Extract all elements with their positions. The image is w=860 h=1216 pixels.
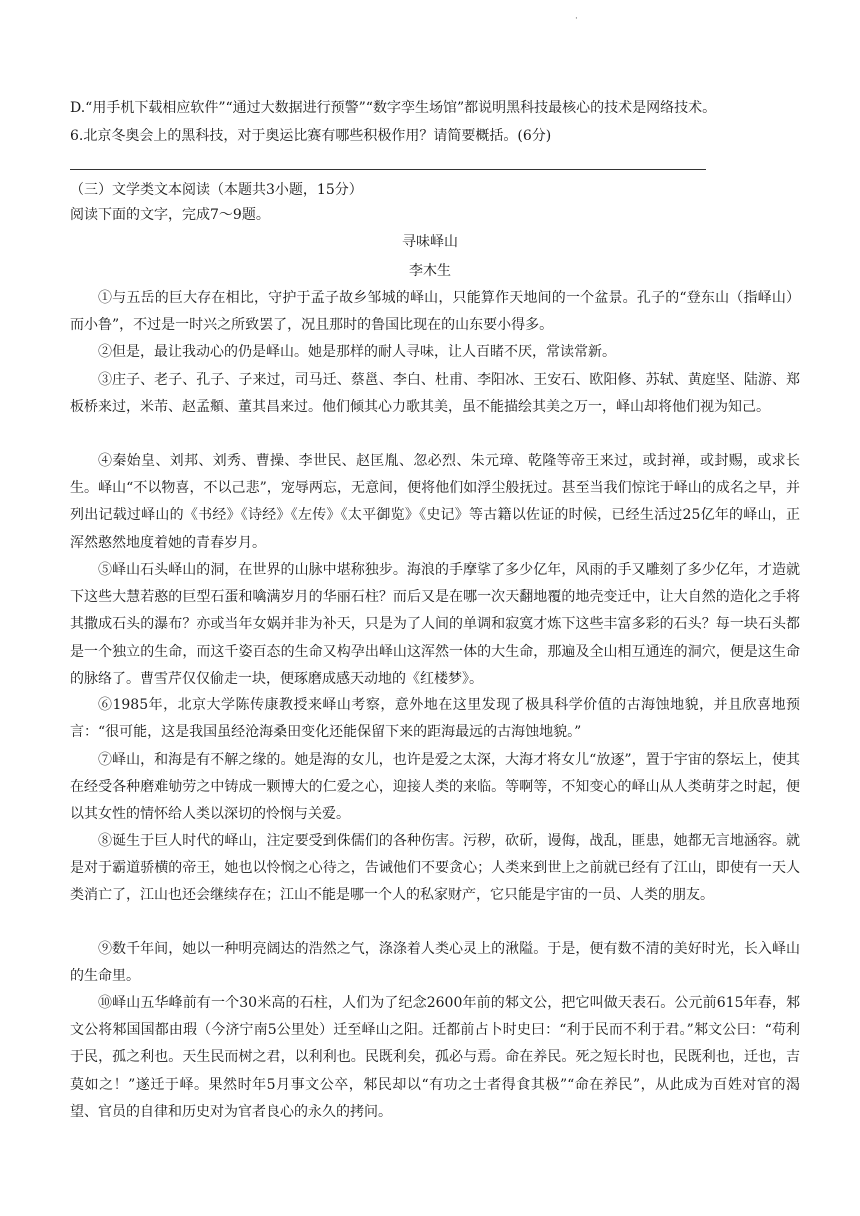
section-title: （三）文学类文本阅读（本题共3小题，15分） (70, 182, 363, 198)
article-title: 寻味峄山 (402, 234, 458, 250)
article-author: 李木生 (409, 263, 451, 279)
paragraph-4: ④秦始皇、刘邦、刘秀、曹操、李世民、赵匡胤、忽必烈、朱元璋、乾隆等帝王来过，或封禅，或封赐，或求长生。峄山“不以物喜，不以己悲”，宠辱两忘，无意间，便将他们如浮尘般抚过。甚至当我们惊诧于峄山的成名之早，并列出记载过峄山的《书经》《诗经》《左传》《太平御览》《史记》等古籍以佐证的时候，已经生活过25亿年的峄山，正浑然憨然地度着她的青春岁月。 (70, 453, 800, 551)
paragraph-9: ⑨数千年间，她以一种明亮阔达的浩然之气，涤涤着人类心灵上的湫隘。于是，便有数不清的美好时光，长入峄山的生命里。 (70, 941, 800, 985)
answer-line (70, 169, 706, 170)
paragraph-10: ⑩峄山五华峰前有一个30米高的石柱，人们为了纪念2600年前的邾文公，把它叫做天表石。公元前615年春，邾文公将邾国国都由瑕（今济宁南5公里处）迁至峄山之阳。迁都前占卜时史曰：“利于民而不利于君。”邾文公曰：“苟利于民，孤之利也。天生民而树之君，以利利也。民既利矣，孤必与焉。命在养民。死之短长时也，民既利也，迁也，吉莫如之！”遂迁于峄。果然时年5月事文公卒，邾民却以“有功之士者得食其极”“命在养民”，从此成为百姓对官的渴望、官员的自律和历史对为官者良心的永久的拷问。 (70, 995, 800, 1120)
paragraph-1: ①与五岳的巨大存在相比，守护于孟子故乡邹城的峄山，只能算作天地间的一个盆景。孔子的“登东山（指峄山）而小鲁”，不过是一时兴之所致罢了，况且那时的鲁国比现在的山东要小得多。 (70, 290, 800, 334)
header-mark: · (575, 14, 578, 24)
instruction: 阅读下面的文字，完成7～9题。 (70, 207, 270, 223)
paragraph-3: ③庄子、老子、孔子、子来过，司马迁、蔡邕、李白、杜甫、李阳冰、王安石、欧阳修、苏轼、黄庭坚、陆游、郑板桥来过，米芾、赵孟頫、董其昌来过。他们倾其心力歌其美，虽不能描绘其美之万一，峄山却将他们视为知己。 (70, 372, 800, 416)
paragraph-8: ⑧诞生于巨人时代的峄山，注定要受到侏儒们的各种伤害。污秽，砍斫，谩侮，战乱，匪患，她都无言地涵容。就是对于霸道骄横的帝王，她也以怜悯之心待之，告诫他们不要贪心；人类来到世上之前就已经有了江山，即使有一天人类消亡了，江山也还会继续存在；江山不能是哪一个人的私家财产，它只能是宇宙的一员、人类的朋友。 (70, 833, 800, 904)
paragraph-7: ⑦峄山，和海是有不解之缘的。她是海的女儿，也许是爱之太深，大海才将女儿“放逐”，置于宇宙的祭坛上，使其在经受各种磨难劬劳之中铸成一颗博大的仁爱之心，迎接人类的来临。等啊等，不知变心的峄山从人类萌芽之时起，便以其女性的情怀给人类以深切的怜悯与关爱。 (70, 752, 800, 823)
question-6: 6.北京冬奥会上的黑科技，对于奥运比赛有哪些积极作用？请简要概括。(6分) (70, 128, 552, 144)
paragraph-2: ②但是，最让我动心的仍是峄山。她是那样的耐人寻味，让人百睹不厌，常读常新。 (98, 344, 616, 360)
option-d: D.“用手机下载相应软件”“通过大数据进行预警”“数字孪生场馆”都说明黑科技最核心的技术是网络技术。 (70, 100, 717, 116)
paragraph-6: ⑥1985年，北京大学陈传康教授来峄山考察，意外地在这里发现了极具科学价值的古海蚀地貌，并且欣喜地预言：“很可能，这是我国虽经沧海桑田变化还能保留下来的距海最远的古海蚀地貌。” (70, 697, 800, 741)
paragraph-5: ⑤峄山石头峄山的洞，在世界的山脉中堪称独步。海浪的手摩挲了多少亿年，风雨的手又雕刻了多少亿年，才造就下这些大慧若憨的巨型石蛋和噙满岁月的华丽石柱？而后又是在哪一次天翻地覆的地壳变迁中，让大自然的造化之手将其撒成石头的瀑布？亦或当年女娲并非为补天，只是为了人间的单调和寂寞才炼下这些丰富多彩的石头？每一块石头都是一个独立的生命，而这千姿百态的生命又构孕出峄山这浑然一体的大生命，那遍及全山相互通连的洞穴，便是这生命的脉络了。曹雪芹仅仅偷走一块，便琢磨成感天动地的《红楼梦》。 (70, 562, 800, 687)
